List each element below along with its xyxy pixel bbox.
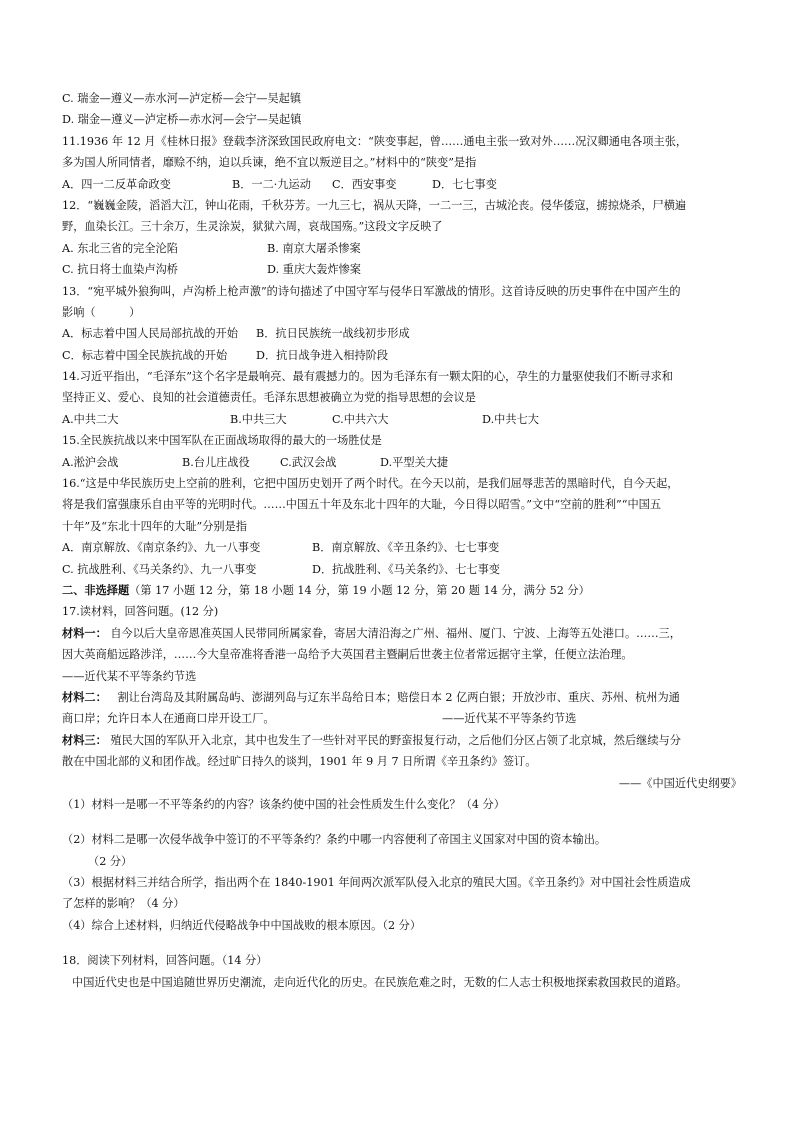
q18-intro: 中国近代史也是中国追随世界历史潮流，走向近代化的历史。在民族危难之时，无数的仁人志士积极地探索救国救民的道路。 [72, 975, 688, 989]
material-1-label: 材料一： [62, 625, 107, 640]
q17-heading: 17.读材料，回答问题。(12 分) [62, 605, 219, 619]
q10-option-c: C. 瑞金—遵义—赤水河—泸定桥—会宁—吴起镇 [62, 92, 302, 105]
q17-sub-3-cont: 了怎样的影响？（4 分） [62, 897, 185, 911]
section-2-heading [62, 580, 742, 601]
q16-options-row2 [62, 559, 742, 580]
q14-option-c: C.中共六大 [332, 412, 389, 426]
q13-option-c: C．标志着中国全民族抗战的开始 [62, 348, 228, 362]
material-3-cont: 散在中国北部的义和团作战。经过旷日持久的谈判，1901 年 9 月 7 日所谓《辛丑条约》签订。 [62, 755, 537, 769]
material-3-text: 殖民大国的军队开入北京，其中也发生了一些针对平民的野蛮报复行动，之后他们分区占领了北京城，然后继续与分 [110, 733, 681, 747]
q11-option-d: D．七七事变 [432, 177, 497, 191]
q16-options-row1 [62, 537, 742, 558]
q17-sub-4: （4）综合上述材料，归纳近代侵略战争中中国战败的根本原因。（2 分） [62, 918, 422, 932]
q15-options [62, 452, 742, 473]
q14-option-b: B.中共三大 [230, 412, 287, 426]
q12-option-a: A. 东北三省的完全沦陷 [62, 241, 178, 255]
q14-option-d: D.中共七大 [482, 412, 539, 426]
q15-option-b: B.台儿庄战役 [182, 455, 250, 469]
material-2-source: ——近代某不平等条约节选 [442, 712, 577, 726]
q14-stem-cont: 坚持正义、爱心、良知的社会道德责任。毛泽东思想被确立为党的指导思想的会议是 [62, 391, 476, 405]
q12-stem: 12．“巍巍金陵，滔滔大江，钟山花雨，千秋芬芳。一九三七，祸从天降，一二一三，古城沦丧。侵华倭寇，掳掠烧杀，尸横遍 [62, 198, 687, 212]
q14-options [62, 409, 742, 430]
q15-option-c: C.武汉会战 [280, 455, 337, 469]
material-1-cont: 因大英商船远路涉洋，……今大皇帝准将香港一岛给予大英国君主暨嗣后世袭主位者常远据守主掌，任便立法治理。 [62, 648, 633, 662]
q16-stem-cont2: 十年”及“东北十四年的大耻”分别是指 [62, 519, 247, 533]
material-2-cont-row [62, 708, 742, 729]
q12-stem-cont: 野，血染长江。三十余万，生灵涂炭，狱狱六周，哀哉国殇。”这段文字反映了 [62, 220, 443, 234]
q12-options-row1 [62, 238, 742, 259]
q13-stem: 13．“宛平城外狼狗叫，卢沟桥上枪声激”的诗句描述了中国守军与侵华日军激战的情形。这首诗反映的历史事件在中国产生的 [62, 284, 681, 298]
q13-option-a: A．标志着中国人民局部抗战的开始 [62, 327, 238, 341]
q12-option-d: D. 重庆大轰炸惨案 [267, 263, 361, 277]
q16-stem: 16.“这是中华民族历史上空前的胜利，它把中国历史划开了两个时代。在今天以前，是我们屈辱悲苦的黑暗时代，自今天起， [62, 477, 679, 491]
q16-option-b: B．南京解放、《辛丑条约》、七七事变 [312, 541, 500, 555]
q11-stem-cont: 多为国人所同情者，靡赊不纳，迫以兵谏，绝不宜以叛逆目之。”材料中的“陕变”是指 [62, 156, 477, 170]
q11-options [62, 174, 742, 195]
section-2-title: 二、非选择题 [62, 582, 130, 597]
material-1 [62, 623, 742, 644]
material-2 [62, 687, 742, 708]
q18-heading: 18．阅读下列材料，回答问题。（14 分） [62, 954, 268, 968]
q12-option-b: B. 南京大屠杀惨案 [267, 241, 361, 255]
q16-stem-cont: 将是我们富强康乐自由平等的光明时代。……中国五十年及东北十四年的大耻，今日得以昭雪。”文中“空前的胜利”“中国五 [62, 498, 662, 512]
q15-option-d: D.平型关大捷 [380, 455, 449, 469]
q13-options-row1 [62, 323, 742, 344]
q16-option-c: C. 抗战胜利、《马关条约》、九一八事变 [62, 562, 257, 576]
q10-option-d: D. 瑞金—遵义—泸定桥—赤水河—会宁—吴起镇 [62, 113, 302, 127]
material-2-cont: 商口岸；允许日本人在通商口岸开设工厂。 [62, 712, 275, 726]
q11-stem: 11.1936 年 12 月《桂林日报》登载李济深致国民政府电文：“陕变事起，曾……通电主张一致对外……况汉卿通电各项主张， [62, 134, 688, 148]
q13-option-d: D．抗日战争进入相持阶段 [256, 348, 389, 362]
material-3-label: 材料三： [62, 732, 107, 747]
q16-option-a: A．南京解放、《南京条约》、九一八事变 [62, 541, 261, 555]
q17-sub-3: （3）根据材料三并结合所学，指出两个在 1840-1901 年间两次派军队侵入北京的殖民大国。《辛丑条约》对中国社会性质造成 [62, 876, 691, 890]
material-2-text: 割让台湾岛及其附属岛屿、澎湖列岛与辽东半岛给日本；赔偿日本 2 亿两白银；开放沙市、重庆、苏州、杭州为通 [117, 690, 680, 704]
material-1-text: 自今以后大皇帝恩准英国人民带同所属家眷，寄居大清沿海之广州、福州、厦门、宁波、上海等五处港口。……三， [110, 626, 681, 640]
material-3-source: ——《中国近代史纲要》 [618, 776, 742, 790]
q15-option-a: A.淞沪会战 [62, 455, 119, 469]
exam-page [62, 88, 742, 993]
q13-stem-cont: 影响（ ） [62, 305, 141, 319]
section-2-scoring: （第 17 小题 12 分，第 18 小题 14 分，第 19 小题 12 分，第 20 题 14 分，满分 52 分） [129, 583, 590, 597]
q11-option-c: C．西安事变 [332, 177, 397, 191]
q12-option-c: C. 抗日将士血染卢沟桥 [62, 263, 178, 277]
q11-option-b: B．一二·九运动 [232, 177, 311, 191]
q13-option-b: B．抗日民族统一战线初步形成 [256, 327, 410, 341]
q16-option-d: D．抗战胜利、《马关条约》、七七事变 [312, 562, 500, 576]
material-3 [62, 730, 742, 751]
q14-option-a: A.中共二大 [62, 412, 119, 426]
q11-option-a: A．四一二反革命政变 [62, 177, 171, 191]
q17-sub-1: （1）材料一是哪一不平等条约的内容？该条约使中国的社会性质发生什么变化？（4 分） [62, 797, 505, 811]
material-1-source: ——近代某不平等条约节选 [62, 669, 197, 683]
q15-stem: 15.全民族抗战以来中国军队在正面战场取得的最大的一场胜仗是 [62, 434, 382, 448]
q14-stem: 14.习近平指出，“毛泽东”这个名字是最响亮、最有震撼力的。因为毛泽东有一颗太阳的心，孕生的力量驱使我们不断寻求和 [62, 370, 673, 384]
q12-options-row2 [62, 259, 742, 280]
material-2-label: 材料二： [62, 689, 107, 704]
q17-sub-2: （2）材料二是哪一次侵华战争中签订的不平等条约？条约中哪一内容便利了帝国主义国家对中国的资本输出。 [62, 833, 607, 847]
q13-options-row2 [62, 345, 742, 366]
q17-sub-2-score: （2 分） [88, 854, 133, 868]
